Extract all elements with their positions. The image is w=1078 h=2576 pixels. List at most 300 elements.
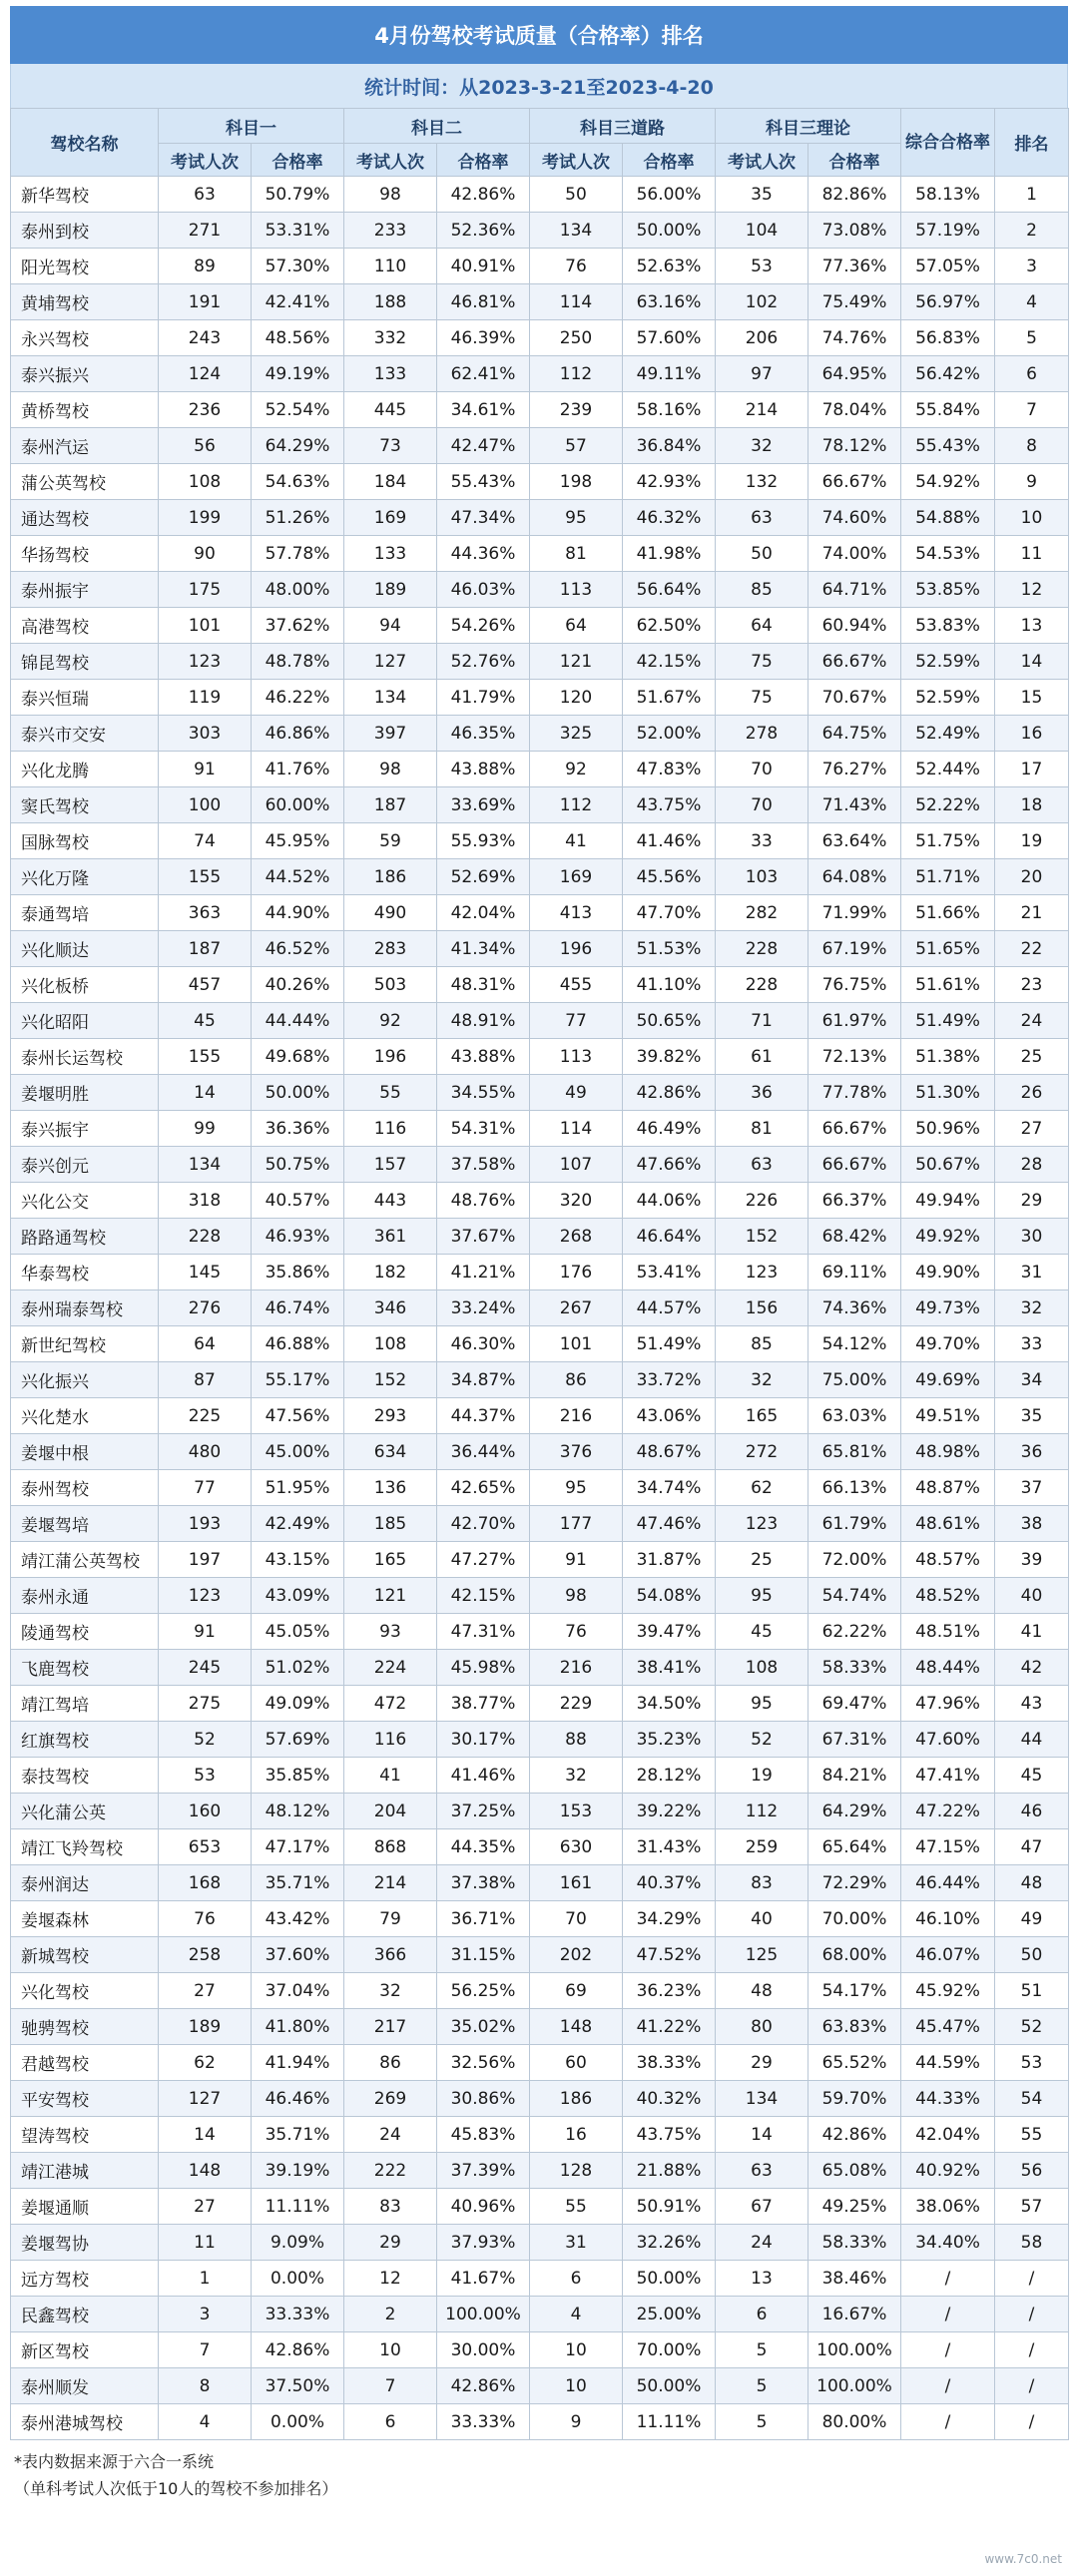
overall-rate-cell: 46.44%: [901, 1865, 995, 1901]
s1-count-cell: 127: [159, 2081, 252, 2117]
s2-count-cell: 133: [344, 356, 437, 392]
s2-count-cell: 121: [344, 1578, 437, 1614]
s1-rate-cell: 53.31%: [252, 213, 344, 249]
s3r-rate-cell: 32.26%: [623, 2225, 716, 2261]
s3t-rate-cell: 100.00%: [808, 2368, 901, 2404]
table-row: [11, 572, 1069, 608]
s1-rate-cell: 48.12%: [252, 1794, 344, 1829]
overall-rate-cell: 53.85%: [901, 572, 995, 608]
s3t-rate-cell: 69.11%: [808, 1255, 901, 1290]
school-name-cell: 姜堰中根: [11, 1434, 159, 1470]
s3t-rate-cell: 66.67%: [808, 1147, 901, 1183]
overall-rate-cell: 55.43%: [901, 428, 995, 464]
s1-count-cell: 225: [159, 1398, 252, 1434]
s2-rate-cell: 41.79%: [437, 680, 530, 716]
table-row: [11, 213, 1069, 249]
s3t-rate-cell: 82.86%: [808, 177, 901, 213]
s3t-count-cell: 85: [716, 572, 808, 608]
s3t-count-cell: 25: [716, 1542, 808, 1578]
s3t-rate-cell: 64.29%: [808, 1794, 901, 1829]
s1-rate-cell: 42.49%: [252, 1506, 344, 1542]
s3t-rate-cell: 65.64%: [808, 1829, 901, 1865]
s3r-count-cell: 69: [530, 1973, 623, 2009]
s3t-rate-cell: 72.29%: [808, 1865, 901, 1901]
s3r-count-cell: 216: [530, 1398, 623, 1434]
s2-rate-cell: 43.88%: [437, 1039, 530, 1075]
s3t-count-cell: 75: [716, 644, 808, 680]
s3t-count-cell: 53: [716, 249, 808, 284]
s1-rate-cell: 51.02%: [252, 1650, 344, 1686]
overall-rate-cell: 56.42%: [901, 356, 995, 392]
report-period: 统计时间：从2023-3-21至2023-4-20: [10, 64, 1068, 108]
s2-rate-cell: 46.39%: [437, 320, 530, 356]
table-row: [11, 1362, 1069, 1398]
s3t-count-cell: 24: [716, 2225, 808, 2261]
table-row: [11, 1650, 1069, 1686]
school-name-cell: 泰州润达: [11, 1865, 159, 1901]
overall-rate-cell: 40.92%: [901, 2153, 995, 2189]
s3r-count-cell: 114: [530, 1111, 623, 1147]
school-name-cell: 华泰驾校: [11, 1255, 159, 1290]
s3r-rate-cell: 41.46%: [623, 823, 716, 859]
s3t-count-cell: 83: [716, 1865, 808, 1901]
school-name-cell: 华扬驾校: [11, 536, 159, 572]
s3r-rate-cell: 39.47%: [623, 1614, 716, 1650]
s3t-count-cell: 112: [716, 1794, 808, 1829]
overall-rate-cell: 49.94%: [901, 1183, 995, 1219]
s3r-rate-cell: 51.53%: [623, 931, 716, 967]
s2-rate-cell: 42.86%: [437, 2368, 530, 2404]
s3r-count-cell: 16: [530, 2117, 623, 2153]
s2-rate-cell: 33.33%: [437, 2404, 530, 2440]
s2-count-cell: 94: [344, 608, 437, 644]
s1-count-cell: 119: [159, 680, 252, 716]
s3t-rate-cell: 61.97%: [808, 1003, 901, 1039]
s3r-rate-cell: 52.00%: [623, 716, 716, 752]
s3t-rate-cell: 67.19%: [808, 931, 901, 967]
s3t-rate-cell: 65.81%: [808, 1434, 901, 1470]
s3t-count-cell: 132: [716, 464, 808, 500]
overall-rate-cell: 47.22%: [901, 1794, 995, 1829]
s3r-count-cell: 88: [530, 1722, 623, 1758]
s1-rate-cell: 11.11%: [252, 2189, 344, 2225]
ranking-table-body: [11, 177, 1069, 2440]
s3r-rate-cell: 50.00%: [623, 213, 716, 249]
s2-rate-cell: 45.83%: [437, 2117, 530, 2153]
s3r-count-cell: 76: [530, 1614, 623, 1650]
school-name-cell: 泰州驾校: [11, 1470, 159, 1506]
s3r-count-cell: 49: [530, 1075, 623, 1111]
school-name-cell: 驰骋驾校: [11, 2009, 159, 2045]
s3t-rate-cell: 73.08%: [808, 213, 901, 249]
s2-rate-cell: 42.86%: [437, 177, 530, 213]
rank-cell: 20: [995, 859, 1069, 895]
s1-count-cell: 53: [159, 1758, 252, 1794]
s1-count-cell: 275: [159, 1686, 252, 1722]
s1-rate-cell: 49.09%: [252, 1686, 344, 1722]
s1-count-cell: 1: [159, 2261, 252, 2297]
table-row: [11, 2297, 1069, 2332]
s3t-count-cell: 36: [716, 1075, 808, 1111]
s1-rate-cell: 43.09%: [252, 1578, 344, 1614]
s3r-rate-cell: 54.08%: [623, 1578, 716, 1614]
s1-rate-cell: 44.52%: [252, 859, 344, 895]
header-rank: 排名: [995, 109, 1069, 177]
s3r-count-cell: 161: [530, 1865, 623, 1901]
s1-rate-cell: 0.00%: [252, 2404, 344, 2440]
s2-count-cell: 204: [344, 1794, 437, 1829]
overall-rate-cell: 51.66%: [901, 895, 995, 931]
s2-count-cell: 472: [344, 1686, 437, 1722]
school-name-cell: 兴化龙腾: [11, 752, 159, 787]
overall-rate-cell: 52.59%: [901, 644, 995, 680]
s1-count-cell: 653: [159, 1829, 252, 1865]
school-name-cell: 远方驾校: [11, 2261, 159, 2297]
s3t-rate-cell: 71.43%: [808, 787, 901, 823]
s3r-rate-cell: 40.37%: [623, 1865, 716, 1901]
s3t-count-cell: 95: [716, 1578, 808, 1614]
s3t-rate-cell: 84.21%: [808, 1758, 901, 1794]
s3t-count-cell: 64: [716, 608, 808, 644]
s3t-count-cell: 272: [716, 1434, 808, 1470]
rank-cell: 45: [995, 1758, 1069, 1794]
table-row: [11, 249, 1069, 284]
s3t-count-cell: 29: [716, 2045, 808, 2081]
school-name-cell: 姜堰驾培: [11, 1506, 159, 1542]
s3r-count-cell: 229: [530, 1686, 623, 1722]
s3t-count-cell: 206: [716, 320, 808, 356]
rank-cell: 16: [995, 716, 1069, 752]
s3r-rate-cell: 50.91%: [623, 2189, 716, 2225]
s3r-count-cell: 95: [530, 1470, 623, 1506]
s3r-count-cell: 101: [530, 1326, 623, 1362]
s3t-count-cell: 5: [716, 2404, 808, 2440]
s2-rate-cell: 52.69%: [437, 859, 530, 895]
school-name-cell: 锦昆驾校: [11, 644, 159, 680]
s1-count-cell: 27: [159, 2189, 252, 2225]
s3r-rate-cell: 50.00%: [623, 2368, 716, 2404]
s2-rate-cell: 35.02%: [437, 2009, 530, 2045]
s3r-rate-cell: 41.22%: [623, 2009, 716, 2045]
s2-rate-cell: 46.03%: [437, 572, 530, 608]
s2-count-cell: 224: [344, 1650, 437, 1686]
header-count: 考试人次: [344, 144, 437, 177]
s1-count-cell: 363: [159, 895, 252, 931]
s1-rate-cell: 9.09%: [252, 2225, 344, 2261]
s3r-count-cell: 169: [530, 859, 623, 895]
s1-rate-cell: 47.56%: [252, 1398, 344, 1434]
s1-rate-cell: 51.95%: [252, 1470, 344, 1506]
s1-rate-cell: 46.46%: [252, 2081, 344, 2117]
s3t-count-cell: 5: [716, 2332, 808, 2368]
s1-count-cell: 14: [159, 1075, 252, 1111]
overall-rate-cell: 57.05%: [901, 249, 995, 284]
s3r-rate-cell: 38.41%: [623, 1650, 716, 1686]
s2-count-cell: 361: [344, 1219, 437, 1255]
school-name-cell: 黄埔驾校: [11, 284, 159, 320]
s1-count-cell: 228: [159, 1219, 252, 1255]
rank-cell: 58: [995, 2225, 1069, 2261]
s2-rate-cell: 37.39%: [437, 2153, 530, 2189]
s3t-rate-cell: 72.00%: [808, 1542, 901, 1578]
rank-cell: 10: [995, 500, 1069, 536]
s3r-count-cell: 113: [530, 1039, 623, 1075]
s1-count-cell: 175: [159, 572, 252, 608]
table-row: [11, 2189, 1069, 2225]
s3t-count-cell: 70: [716, 787, 808, 823]
s2-rate-cell: 52.76%: [437, 644, 530, 680]
s3r-rate-cell: 25.00%: [623, 2297, 716, 2332]
overall-rate-cell: 49.69%: [901, 1362, 995, 1398]
s2-count-cell: 366: [344, 1937, 437, 1973]
table-row: [11, 1434, 1069, 1470]
s1-rate-cell: 0.00%: [252, 2261, 344, 2297]
s3r-rate-cell: 33.72%: [623, 1362, 716, 1398]
s3t-rate-cell: 66.13%: [808, 1470, 901, 1506]
s1-rate-cell: 45.95%: [252, 823, 344, 859]
s1-rate-cell: 43.15%: [252, 1542, 344, 1578]
table-row: [11, 716, 1069, 752]
s1-count-cell: 7: [159, 2332, 252, 2368]
s1-count-cell: 3: [159, 2297, 252, 2332]
s3t-rate-cell: 77.78%: [808, 1075, 901, 1111]
s3r-count-cell: 55: [530, 2189, 623, 2225]
s2-count-cell: 2: [344, 2297, 437, 2332]
school-name-cell: 平安驾校: [11, 2081, 159, 2117]
table-row: [11, 931, 1069, 967]
school-name-cell: 泰技驾校: [11, 1758, 159, 1794]
school-name-cell: 泰通驾培: [11, 895, 159, 931]
table-row: [11, 1255, 1069, 1290]
rank-cell: 33: [995, 1326, 1069, 1362]
header-count: 考试人次: [530, 144, 623, 177]
s3t-count-cell: 45: [716, 1614, 808, 1650]
s1-count-cell: 191: [159, 284, 252, 320]
s3r-count-cell: 77: [530, 1003, 623, 1039]
table-row: [11, 2081, 1069, 2117]
s1-count-cell: 8: [159, 2368, 252, 2404]
s1-count-cell: 199: [159, 500, 252, 536]
s1-count-cell: 245: [159, 1650, 252, 1686]
s1-count-cell: 155: [159, 1039, 252, 1075]
s3t-rate-cell: 70.00%: [808, 1901, 901, 1937]
s1-rate-cell: 37.62%: [252, 608, 344, 644]
overall-rate-cell: 47.41%: [901, 1758, 995, 1794]
s3r-rate-cell: 47.66%: [623, 1147, 716, 1183]
overall-rate-cell: 55.84%: [901, 392, 995, 428]
rank-cell: 57: [995, 2189, 1069, 2225]
s3r-rate-cell: 39.82%: [623, 1039, 716, 1075]
school-name-cell: 泰州瑞泰驾校: [11, 1290, 159, 1326]
overall-rate-cell: 45.92%: [901, 1973, 995, 2009]
s2-count-cell: 79: [344, 1901, 437, 1937]
table-row: [11, 1829, 1069, 1865]
rank-cell: 48: [995, 1865, 1069, 1901]
s2-rate-cell: 42.65%: [437, 1470, 530, 1506]
s2-rate-cell: 54.26%: [437, 608, 530, 644]
s1-count-cell: 4: [159, 2404, 252, 2440]
s2-rate-cell: 48.91%: [437, 1003, 530, 1039]
s3t-rate-cell: 61.79%: [808, 1506, 901, 1542]
s3t-count-cell: 123: [716, 1506, 808, 1542]
overall-rate-cell: /: [901, 2261, 995, 2297]
rank-cell: 47: [995, 1829, 1069, 1865]
table-row: [11, 500, 1069, 536]
s2-rate-cell: 34.87%: [437, 1362, 530, 1398]
school-name-cell: 蒲公英驾校: [11, 464, 159, 500]
s2-count-cell: 868: [344, 1829, 437, 1865]
rank-cell: 31: [995, 1255, 1069, 1290]
overall-rate-cell: 45.47%: [901, 2009, 995, 2045]
s1-count-cell: 189: [159, 2009, 252, 2045]
overall-rate-cell: 51.61%: [901, 967, 995, 1003]
school-name-cell: 泰州长运驾校: [11, 1039, 159, 1075]
s1-rate-cell: 46.74%: [252, 1290, 344, 1326]
s2-rate-cell: 54.31%: [437, 1111, 530, 1147]
watermark: www.7c0.net: [984, 2552, 1062, 2566]
footnote-source: *表内数据来源于六合一系统: [14, 2452, 215, 2471]
table-row: [11, 2009, 1069, 2045]
school-name-cell: 靖江蒲公英驾校: [11, 1542, 159, 1578]
s3r-rate-cell: 47.46%: [623, 1506, 716, 1542]
rank-cell: 37: [995, 1470, 1069, 1506]
s3r-rate-cell: 45.56%: [623, 859, 716, 895]
s3r-count-cell: 120: [530, 680, 623, 716]
rank-cell: 14: [995, 644, 1069, 680]
s1-rate-cell: 60.00%: [252, 787, 344, 823]
s3t-count-cell: 70: [716, 752, 808, 787]
s3t-rate-cell: 59.70%: [808, 2081, 901, 2117]
table-row: [11, 428, 1069, 464]
overall-rate-cell: 52.59%: [901, 680, 995, 716]
s2-rate-cell: 56.25%: [437, 1973, 530, 2009]
s2-rate-cell: 44.36%: [437, 536, 530, 572]
s2-count-cell: 217: [344, 2009, 437, 2045]
rank-cell: 54: [995, 2081, 1069, 2117]
s3r-count-cell: 50: [530, 177, 623, 213]
s3t-rate-cell: 72.13%: [808, 1039, 901, 1075]
school-name-cell: 靖江驾培: [11, 1686, 159, 1722]
s2-rate-cell: 46.30%: [437, 1326, 530, 1362]
table-row: [11, 608, 1069, 644]
table-row: [11, 1614, 1069, 1650]
school-name-cell: 兴化振兴: [11, 1362, 159, 1398]
s1-rate-cell: 41.94%: [252, 2045, 344, 2081]
s3t-rate-cell: 65.08%: [808, 2153, 901, 2189]
school-name-cell: 泰兴振兴: [11, 356, 159, 392]
s3t-count-cell: 63: [716, 1147, 808, 1183]
s2-rate-cell: 62.41%: [437, 356, 530, 392]
s2-rate-cell: 48.76%: [437, 1183, 530, 1219]
table-row: [11, 1398, 1069, 1434]
rank-cell: 30: [995, 1219, 1069, 1255]
s3r-count-cell: 4: [530, 2297, 623, 2332]
s2-count-cell: 134: [344, 680, 437, 716]
school-name-cell: 窦氏驾校: [11, 787, 159, 823]
s2-count-cell: 222: [344, 2153, 437, 2189]
school-name-cell: 君越驾校: [11, 2045, 159, 2081]
rank-cell: 41: [995, 1614, 1069, 1650]
s3r-rate-cell: 47.83%: [623, 752, 716, 787]
s3r-count-cell: 107: [530, 1147, 623, 1183]
rank-cell: 19: [995, 823, 1069, 859]
s1-rate-cell: 57.78%: [252, 536, 344, 572]
s3t-rate-cell: 65.52%: [808, 2045, 901, 2081]
s1-rate-cell: 46.88%: [252, 1326, 344, 1362]
s1-rate-cell: 45.05%: [252, 1614, 344, 1650]
overall-rate-cell: 49.51%: [901, 1398, 995, 1434]
s3r-rate-cell: 51.49%: [623, 1326, 716, 1362]
s3r-rate-cell: 58.16%: [623, 392, 716, 428]
s3t-count-cell: 75: [716, 680, 808, 716]
s2-rate-cell: 31.15%: [437, 1937, 530, 1973]
overall-rate-cell: 51.30%: [901, 1075, 995, 1111]
s2-rate-cell: 46.35%: [437, 716, 530, 752]
s1-rate-cell: 42.41%: [252, 284, 344, 320]
header-count: 考试人次: [159, 144, 252, 177]
s2-rate-cell: 30.00%: [437, 2332, 530, 2368]
s2-count-cell: 503: [344, 967, 437, 1003]
school-name-cell: 国脉驾校: [11, 823, 159, 859]
s3r-count-cell: 455: [530, 967, 623, 1003]
s1-count-cell: 56: [159, 428, 252, 464]
s3r-rate-cell: 34.50%: [623, 1686, 716, 1722]
rank-cell: /: [995, 2297, 1069, 2332]
school-name-cell: 新华驾校: [11, 177, 159, 213]
s1-count-cell: 134: [159, 1147, 252, 1183]
rank-cell: 11: [995, 536, 1069, 572]
table-row: [11, 1290, 1069, 1326]
school-name-cell: 兴化驾校: [11, 1973, 159, 2009]
table-row: [11, 284, 1069, 320]
s2-count-cell: 186: [344, 859, 437, 895]
s1-rate-cell: 46.52%: [252, 931, 344, 967]
rank-cell: 29: [995, 1183, 1069, 1219]
s2-rate-cell: 33.24%: [437, 1290, 530, 1326]
s3t-count-cell: 80: [716, 2009, 808, 2045]
s2-count-cell: 283: [344, 931, 437, 967]
s1-rate-cell: 41.76%: [252, 752, 344, 787]
overall-rate-cell: 48.87%: [901, 1470, 995, 1506]
s2-count-cell: 10: [344, 2332, 437, 2368]
s3t-count-cell: 6: [716, 2297, 808, 2332]
table-row: [11, 1470, 1069, 1506]
rank-cell: 28: [995, 1147, 1069, 1183]
s2-rate-cell: 36.44%: [437, 1434, 530, 1470]
rank-cell: 53: [995, 2045, 1069, 2081]
overall-rate-cell: 52.22%: [901, 787, 995, 823]
overall-rate-cell: /: [901, 2368, 995, 2404]
s2-rate-cell: 41.21%: [437, 1255, 530, 1290]
s1-count-cell: 124: [159, 356, 252, 392]
s2-count-cell: 269: [344, 2081, 437, 2117]
s2-count-cell: 157: [344, 1147, 437, 1183]
table-row: [11, 1901, 1069, 1937]
rank-cell: 38: [995, 1506, 1069, 1542]
s1-rate-cell: 44.44%: [252, 1003, 344, 1039]
s3t-count-cell: 63: [716, 500, 808, 536]
overall-rate-cell: 46.07%: [901, 1937, 995, 1973]
s3t-count-cell: 35: [716, 177, 808, 213]
s1-count-cell: 108: [159, 464, 252, 500]
s1-rate-cell: 33.33%: [252, 2297, 344, 2332]
s3t-count-cell: 152: [716, 1219, 808, 1255]
s3t-rate-cell: 76.27%: [808, 752, 901, 787]
s3t-rate-cell: 64.08%: [808, 859, 901, 895]
s1-count-cell: 243: [159, 320, 252, 356]
s1-rate-cell: 44.90%: [252, 895, 344, 931]
s1-count-cell: 45: [159, 1003, 252, 1039]
